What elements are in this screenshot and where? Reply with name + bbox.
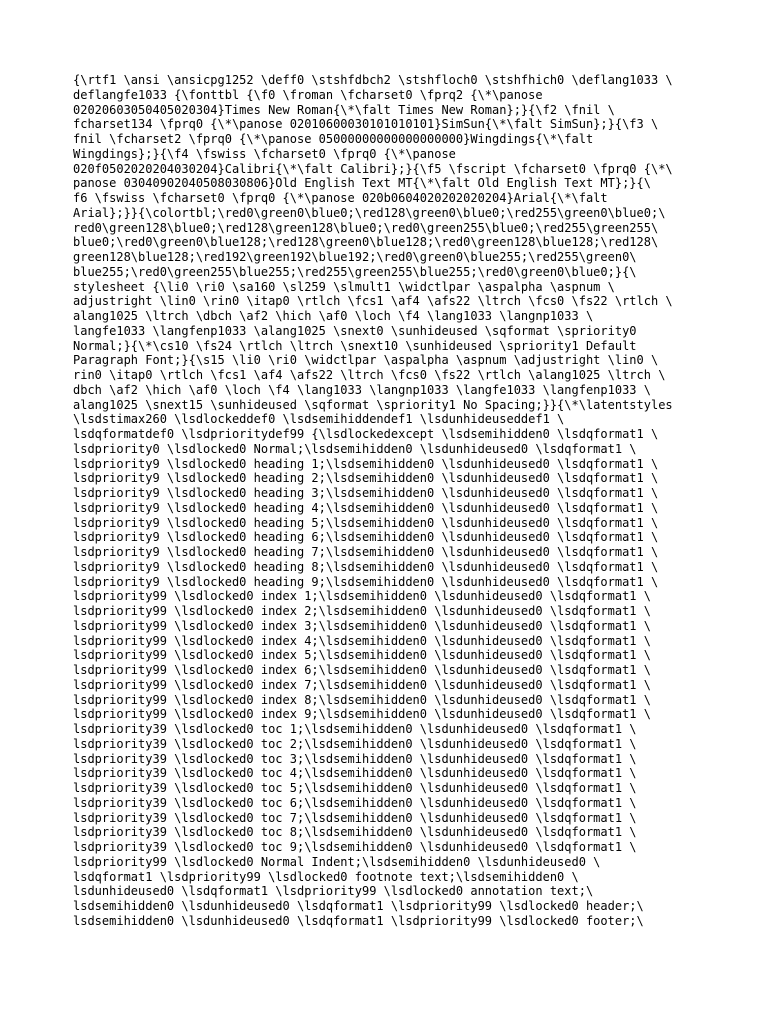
text-line: lsdpriority9 \lsdlocked0 heading 9;\lsdsemihidden0 \lsdunhideused0 \lsdqformat1 \ xyxy=(73,574,659,589)
text-line: \lsdstimax260 \lsdlockeddef0 \lsdsemihiddendef1 \lsdunhideuseddef1 \ xyxy=(73,412,565,427)
text-line: dbch \af2 \hich \af0 \loch \f4 \lang1033 \langnp1033 \langfe1033 \langfenp1033 \ xyxy=(73,382,651,397)
text-line: lsdpriority99 \lsdlocked0 index 1;\lsdsemihidden0 \lsdunhideused0 \lsdqformat1 \ xyxy=(73,589,651,604)
text-line: lsdsemihidden0 \lsdunhideused0 \lsdqformat1 \lsdpriority99 \lsdlocked0 footer;\ xyxy=(73,913,644,928)
text-line: Normal;}{\*\cs10 \fs24 \rtlch \ltrch \snext10 \sunhideused \spriority1 Default xyxy=(73,338,637,353)
text-line: Paragraph Font;}{\s15 \li0 \ri0 \widctlpar \aspalpha \aspnum \adjustright \lin0 \ xyxy=(73,353,659,368)
text-line: lsdpriority99 \lsdlocked0 index 3;\lsdsemihidden0 \lsdunhideused0 \lsdqformat1 \ xyxy=(73,618,651,633)
text-line: lsdpriority39 \lsdlocked0 toc 7;\lsdsemihidden0 \lsdunhideused0 \lsdqformat1 \ xyxy=(73,810,637,825)
text-line: Arial};}}{\colortbl;\red0\green0\blue0;\red128\green0\blue0;\red255\green0\blue0;\ xyxy=(73,205,666,220)
text-line: deflangfe1033 {\fonttbl {\f0 \froman \fcharset0 \fprq2 {\*\panose xyxy=(73,87,543,102)
text-line: lsdunhideused0 \lsdqformat1 \lsdpriority99 \lsdlocked0 annotation text;\ xyxy=(73,884,594,899)
text-line: lsdpriority99 \lsdlocked0 index 7;\lsdsemihidden0 \lsdunhideused0 \lsdqformat1 \ xyxy=(73,677,651,692)
text-line: lsdpriority99 \lsdlocked0 index 2;\lsdsemihidden0 \lsdunhideused0 \lsdqformat1 \ xyxy=(73,604,651,618)
text-line: lsdpriority39 \lsdlocked0 toc 2;\lsdsemihidden0 \lsdunhideused0 \lsdqformat1 \ xyxy=(73,736,637,751)
text-line: panose 03040902040508030806}Old English Text MT{\*\falt Old English Text MT};}{\ xyxy=(73,176,651,191)
text-line: lsdpriority39 \lsdlocked0 toc 9;\lsdsemihidden0 \lsdunhideused0 \lsdqformat1 \ xyxy=(73,840,637,854)
text-line: lsdpriority9 \lsdlocked0 heading 1;\lsdsemihidden0 \lsdunhideused0 \lsdqformat1 \ xyxy=(73,456,659,471)
text-line: lsdpriority9 \lsdlocked0 heading 6;\lsdsemihidden0 \lsdunhideused0 \lsdqformat1 \ xyxy=(73,530,659,545)
text-line: lsdpriority9 \lsdlocked0 heading 2;\lsdsemihidden0 \lsdunhideused0 \lsdqformat1 \ xyxy=(73,471,659,486)
text-line: lsdpriority99 \lsdlocked0 index 8;\lsdsemihidden0 \lsdunhideused0 \lsdqformat1 \ xyxy=(73,692,651,707)
text-line: red0\green128\blue0;\red128\green128\blue0;\red0\green255\blue0;\red255\green255\ xyxy=(73,220,659,235)
text-line: lsdpriority9 \lsdlocked0 heading 4;\lsdsemihidden0 \lsdunhideused0 \lsdqformat1 \ xyxy=(73,500,659,515)
text-line: lsdpriority99 \lsdlocked0 index 9;\lsdsemihidden0 \lsdunhideused0 \lsdqformat1 \ xyxy=(73,707,651,722)
text-line: lsdpriority39 \lsdlocked0 toc 5;\lsdsemihidden0 \lsdunhideused0 \lsdqformat1 \ xyxy=(73,781,637,795)
text-line: lsdpriority39 \lsdlocked0 toc 3;\lsdsemihidden0 \lsdunhideused0 \lsdqformat1 \ xyxy=(73,751,637,766)
text-line: alang1025 \ltrch \dbch \af2 \hich \af0 \loch \f4 \lang1033 \langnp1033 \ xyxy=(73,309,594,323)
text-line: 020f0502020204030204}Calibri{\*\falt Calibri};}{\f5 \fscript \fcharset0 \fprq0 {\*\ xyxy=(73,161,673,176)
text-line: lsdpriority99 \lsdlocked0 Normal Indent;\lsdsemihidden0 \lsdunhideused0 \ xyxy=(73,854,601,869)
text-line: lsdpriority99 \lsdlocked0 index 6;\lsdsemihidden0 \lsdunhideused0 \lsdqformat1 \ xyxy=(73,663,651,677)
text-line: 02020603050405020304}Times New Roman{\*\falt Times New Roman};}{\f2 \fnil \ xyxy=(73,102,615,117)
text-line: lsdpriority39 \lsdlocked0 toc 4;\lsdsemihidden0 \lsdunhideused0 \lsdqformat1 \ xyxy=(73,766,637,781)
text-line: lsdpriority99 \lsdlocked0 index 5;\lsdsemihidden0 \lsdunhideused0 \lsdqformat1 \ xyxy=(73,648,651,663)
text-line: lsdpriority0 \lsdlocked0 Normal;\lsdsemihidden0 \lsdunhideused0 \lsdqformat1 \ xyxy=(73,441,637,456)
text-line: lsdqformatdef0 \lsdprioritydef99 {\lsdlockedexcept \lsdsemihidden0 \lsdqformat1 \ xyxy=(73,427,659,441)
text-line: langfe1033 \langfenp1033 \alang1025 \snext0 \sunhideused \sqformat \spriority0 xyxy=(73,323,637,338)
text-line: lsdsemihidden0 \lsdunhideused0 \lsdqformat1 \lsdpriority99 \lsdlocked0 header;\ xyxy=(73,899,644,913)
text-line: adjustright \lin0 \rin0 \itap0 \rtlch \fcs1 \af4 \afs22 \ltrch \fcs0 \fs22 \rtlch \ xyxy=(73,294,673,309)
text-line: lsdpriority9 \lsdlocked0 heading 5;\lsdsemihidden0 \lsdunhideused0 \lsdqformat1 \ xyxy=(73,515,659,530)
text-line: lsdpriority9 \lsdlocked0 heading 7;\lsdsemihidden0 \lsdunhideused0 \lsdqformat1 \ xyxy=(73,545,659,559)
text-line: blue255;\red0\green255\blue255;\red255\green255\blue255;\red0\green0\blue0;}{\ xyxy=(73,264,637,279)
text-line: green128\blue128;\red192\green192\blue192;\red0\green0\blue255;\red255\green0\ xyxy=(73,250,637,264)
text-line: lsdpriority39 \lsdlocked0 toc 1;\lsdsemihidden0 \lsdunhideused0 \lsdqformat1 \ xyxy=(73,722,637,736)
text-line: lsdqformat1 \lsdpriority99 \lsdlocked0 footnote text;\lsdsemihidden0 \ xyxy=(73,869,579,884)
text-line: rin0 \itap0 \rtlch \fcs1 \af4 \afs22 \ltrch \fcs0 \fs22 \rtlch \alang1025 \ltrch \ xyxy=(73,368,666,382)
text-line: alang1025 \snext15 \sunhideused \sqformat \spriority1 No Spacing;}}{\*\latentstyles xyxy=(73,397,673,412)
text-line: stylesheet {\li0 \ri0 \sa160 \sl259 \slmult1 \widctlpar \aspalpha \aspnum \ xyxy=(73,279,615,294)
text-line: lsdpriority99 \lsdlocked0 index 4;\lsdsemihidden0 \lsdunhideused0 \lsdqformat1 \ xyxy=(73,633,651,648)
text-line: Wingdings};}{\f4 \fswiss \fcharset0 \fprq0 {\*\panose xyxy=(73,146,456,161)
text-line: lsdpriority9 \lsdlocked0 heading 3;\lsdsemihidden0 \lsdunhideused0 \lsdqformat1 \ xyxy=(73,486,659,500)
rtf-source-text xyxy=(73,73,713,929)
text-line: fnil \fcharset2 \fprq0 {\*\panose 05000000000000000000}Wingdings{\*\falt xyxy=(73,132,594,146)
text-line: fcharset134 \fprq0 {\*\panose 02010600030101010101}SimSun{\*\falt SimSun};}{\f3 \ xyxy=(73,117,659,132)
text-line: {\rtf1 \ansi \ansicpg1252 \deff0 \stshfdbch2 \stshfloch0 \stshfhich0 \deflang1033 \ xyxy=(73,73,673,87)
text-line: f6 \fswiss \fcharset0 \fprq0 {\*\panose 020b0604020202020204}Arial{\*\falt xyxy=(73,191,608,205)
text-line: lsdpriority39 \lsdlocked0 toc 8;\lsdsemihidden0 \lsdunhideused0 \lsdqformat1 \ xyxy=(73,825,637,840)
text-line: blue0;\red0\green0\blue128;\red128\green0\blue128;\red0\green128\blue128;\red128\ xyxy=(73,235,659,250)
text-line: lsdpriority39 \lsdlocked0 toc 6;\lsdsemihidden0 \lsdunhideused0 \lsdqformat1 \ xyxy=(73,795,637,810)
text-line: lsdpriority9 \lsdlocked0 heading 8;\lsdsemihidden0 \lsdunhideused0 \lsdqformat1 \ xyxy=(73,559,659,574)
